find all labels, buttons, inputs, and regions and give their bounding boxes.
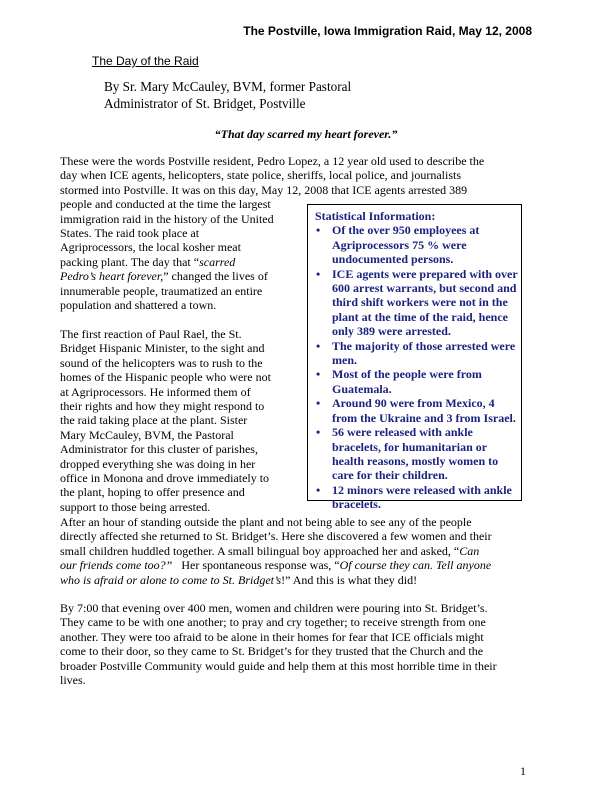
text-line: directly affected she returned to St. Bridget’s. Here she discovered a few women and their (60, 529, 492, 544)
text-line: These were the words Postville resident, Pedro Lopez, a 12 year old used to describe the (60, 154, 485, 168)
stat-list (315, 223, 518, 512)
text-line: support to those being arrested. (60, 499, 211, 514)
text-line: They came to be with one another; to pray and cry together; to receive strength from one (60, 615, 486, 630)
stat-line: ICE agents were prepared with over (332, 266, 518, 281)
italic-quote: Of course they can. Tell anyone (339, 558, 492, 573)
italic-quote: Pedro’s heart forever, (60, 269, 164, 284)
stat-line: care for their children. (332, 468, 448, 483)
italic-quote: our friends come too?” (60, 558, 173, 573)
stat-item (315, 339, 515, 368)
stat-line: bracelets, for humanitarian or (332, 439, 488, 454)
italic-quote: scarred (199, 254, 236, 269)
text-run: packing plant. The day that “ (60, 254, 200, 269)
text-line (60, 573, 492, 587)
text-run: Her spontaneous response was, “ (172, 558, 340, 573)
stat-line: 600 arrest warrants, but second and (332, 281, 517, 296)
stat-item (315, 266, 518, 339)
stat-item (315, 483, 515, 512)
paragraph-3 (60, 515, 492, 587)
text-line: States. The raid took place at (60, 226, 200, 241)
text-line: immigration raid in the history of the United (60, 211, 274, 226)
stat-line: men. (332, 353, 357, 368)
statistical-info-box (307, 204, 522, 512)
text-line: Administrator for this cluster of parishes, (60, 442, 258, 457)
text-line: broader Postville Community would guide and help them at this most horrible time in their (60, 658, 497, 673)
bullet-icon: • (316, 482, 321, 497)
text-line: sound of the helicopters was to rush to the (60, 355, 263, 370)
text-line: lives. (60, 673, 86, 688)
bullet-icon: • (316, 367, 321, 382)
text-line: another. They were too afraid to be alone in their homes for fear that ICE officials might (60, 629, 484, 644)
bullet-icon: • (316, 425, 321, 440)
stat-line: only 389 were arrested. (332, 324, 451, 339)
italic-quote: Can (459, 543, 480, 558)
stat-item (315, 223, 515, 266)
pull-quote: “That day scarred my heart forever.” (214, 127, 398, 141)
stat-item (315, 425, 515, 483)
stat-item (315, 367, 515, 396)
bullet-icon: • (316, 396, 321, 411)
byline-line-1: By Sr. Mary McCauley, BVM, former Pastoral (104, 79, 352, 94)
byline (104, 78, 351, 112)
running-header: The Postville, Iowa Immigration Raid, May 12, 2008 (243, 24, 532, 38)
paragraph-2 (60, 327, 271, 514)
italic-quote: who is afraid or alone to come to St. Bridget’s (60, 572, 282, 587)
stat-line: plant at the time of the raid, hence (332, 309, 508, 324)
text-line: By 7:00 that evening over 400 men, women and children were pouring into St. Bridget’s. (60, 601, 488, 615)
text-line: at Agriprocessors. He informed them of (60, 384, 251, 399)
stat-line: Around 90 were from Mexico, 4 (332, 396, 495, 411)
text-line: Agriprocessors, the local kosher meat (60, 240, 241, 255)
text-line: the plant, hoping to offer presence and (60, 485, 245, 500)
stat-line: from the Ukraine and 3 from Israel. (332, 410, 516, 425)
stat-line: Agriprocessors 75 % were (332, 237, 467, 252)
stat-box-title: Statistical Information: (315, 209, 436, 223)
text-line: The first reaction of Paul Rael, the St. (60, 327, 242, 341)
text-line: day when ICE agents, helicopters, state police, sheriffs, local police, and journalists (60, 168, 461, 183)
text-line (60, 558, 492, 572)
text-line: their rights and how they might respond to (60, 399, 265, 414)
section-title: The Day of the Raid (92, 54, 199, 68)
text-line: population and shattered a town. (60, 298, 217, 313)
stat-line: Most of the people were from (332, 367, 482, 382)
text-line: office in Monona and drove immediately to (60, 471, 270, 486)
text-line: come to their door, so they came to St. Bridget’s for they trusted that the Church and the (60, 644, 484, 659)
stat-line: bracelets. (332, 497, 381, 512)
text-line: stormed into Postville. It was on this day, May 12, 2008 that ICE agents arrested 389 (60, 182, 468, 197)
paragraph-4 (60, 601, 497, 687)
text-line: After an hour of standing outside the plant and not being able to see any of the people (60, 515, 472, 529)
stat-line: The majority of those arrested were (332, 338, 516, 353)
text-run: small children huddled together. A small bilingual boy approached her and asked, “ (60, 543, 460, 558)
stat-line: health reasons, mostly women to (332, 453, 499, 468)
stat-item (315, 396, 515, 425)
bullet-icon: • (316, 338, 321, 353)
stat-line: undocumented persons. (332, 252, 454, 267)
text-line: people and conducted at the time the largest (60, 197, 271, 212)
bullet-icon: • (316, 266, 321, 281)
stat-line: third shift workers were not in the (332, 295, 508, 310)
text-line: the raid taking place at the plant. Sister (60, 413, 248, 428)
page-number: 1 (520, 764, 526, 778)
stat-line: 12 minors were released with ankle (332, 482, 512, 497)
byline-line-2: Administrator of St. Bridget, Postville (104, 96, 306, 111)
text-line (60, 544, 492, 558)
text-line: dropped everything she was doing in her (60, 456, 256, 471)
stat-line: Of the over 950 employees at (332, 223, 480, 238)
text-line: Mary McCauley, BVM, the Pastoral (60, 427, 234, 442)
text-line: innumerable people, traumatized an entire (60, 283, 263, 298)
text-run: ” changed the lives of (163, 269, 268, 284)
text-line: Bridget Hispanic Minister, to the sight and (60, 341, 265, 356)
stat-line: Guatemala. (332, 381, 392, 396)
bullet-icon: • (316, 223, 321, 238)
text-line: homes of the Hispanic people who were not (60, 370, 271, 385)
stat-line: 56 were released with ankle (332, 425, 473, 440)
text-run: !” And this is what they did! (281, 572, 418, 587)
